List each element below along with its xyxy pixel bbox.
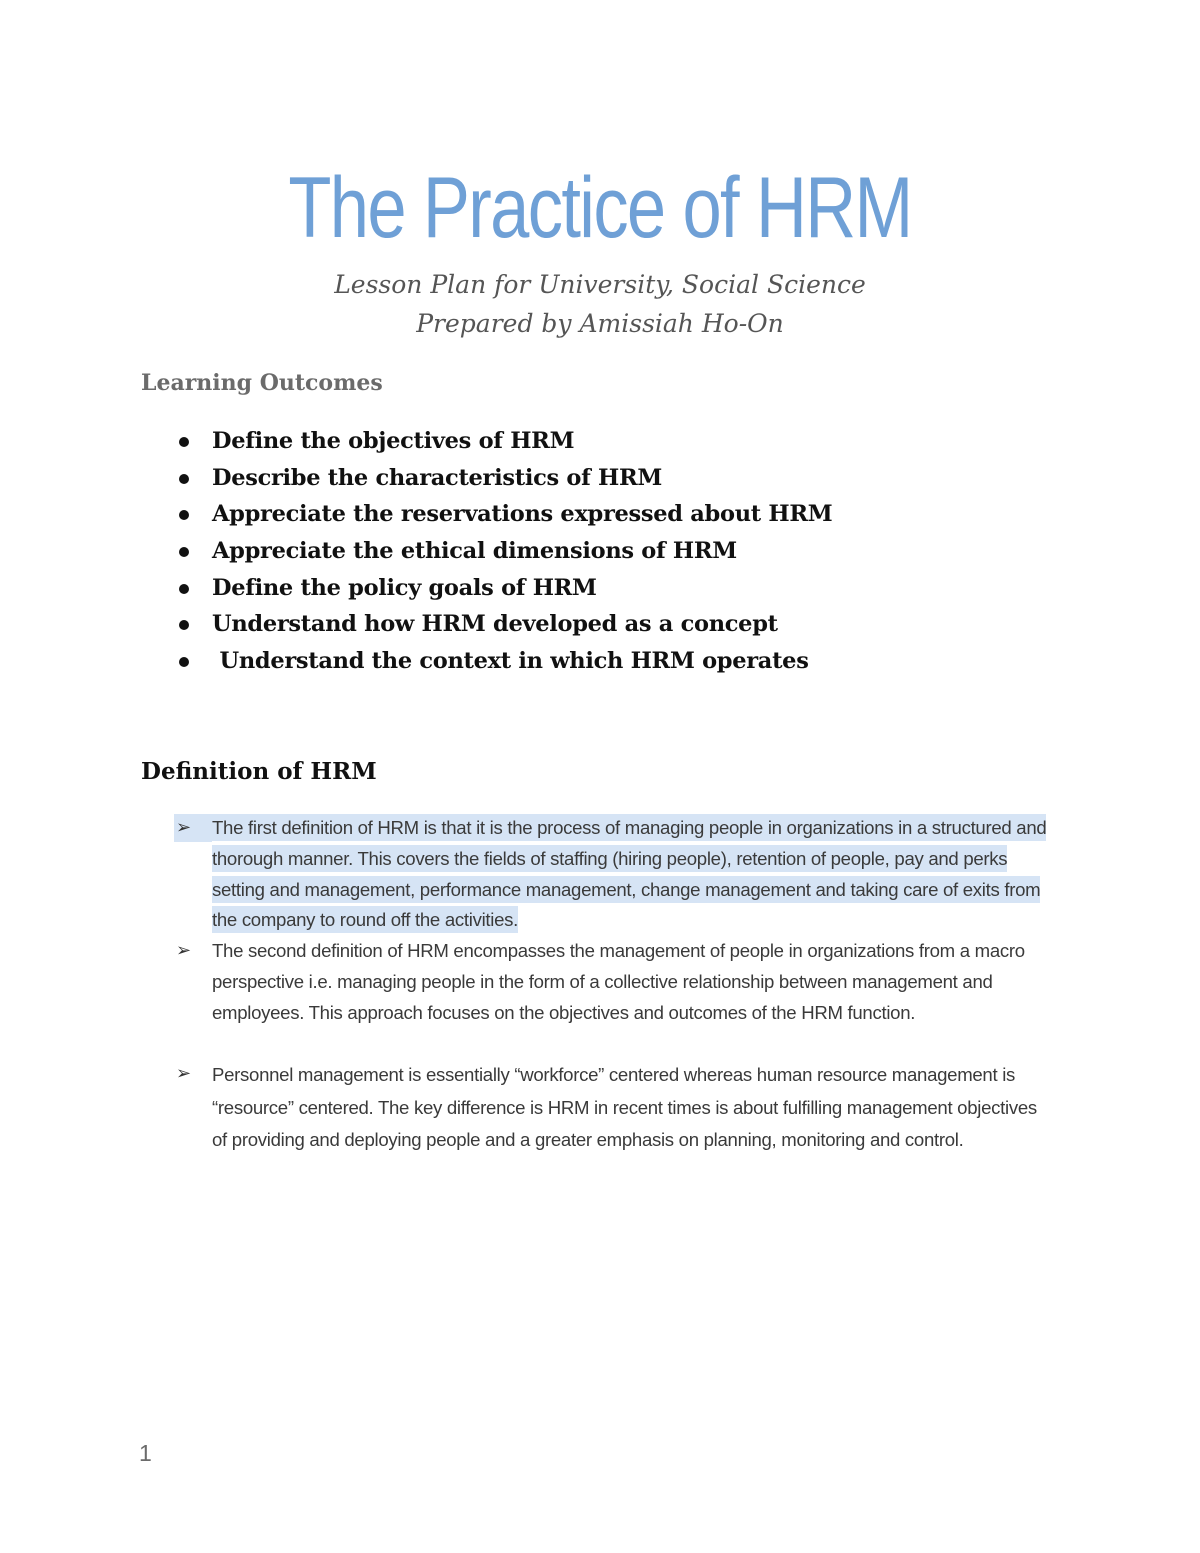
bullet-icon <box>179 657 189 667</box>
bullet-icon <box>179 584 189 594</box>
bullet-icon <box>179 620 189 630</box>
outcome-text: Understand the context in which HRM operates <box>212 648 809 675</box>
arrow-bullet-icon: ➢ <box>176 940 192 961</box>
subtitle-author: Prepared by Amissiah Ho-On <box>416 309 784 338</box>
page-number: 1 <box>139 1440 152 1466</box>
bullet-icon <box>179 437 189 447</box>
subtitle-lesson-plan: Lesson Plan for University, Social Science <box>334 270 866 299</box>
outcome-text: Appreciate the reservations expressed about HRM <box>212 501 833 528</box>
outcome-text: Describe the characteristics of HRM <box>212 464 662 491</box>
arrow-bullet-icon: ➢ <box>176 1063 192 1084</box>
bullet-icon <box>179 547 189 557</box>
learning-outcomes-heading: Learning Outcomes <box>141 370 383 396</box>
bullet-icon <box>179 510 189 520</box>
outcome-text: Understand how HRM developed as a concept <box>212 611 778 638</box>
outcome-text: Appreciate the ethical dimensions of HRM <box>212 538 737 565</box>
definition-text: Personnel management is essentially “workforce” centered whereas human resource management is “resource” centered. The key difference is HRM in recent times is about fulfilling management objectives of providing and deploying people and a greater emphasis on planning, monitoring and control. <box>212 1064 1037 1150</box>
definition-text: The second definition of HRM encompasses the management of people in organizations from a macro perspective i.e. managing people in the form of a collective relationship between management and employees. This approach focuses on the objectives and outcomes of the HRM function. <box>212 940 1025 1023</box>
outcome-text: Define the policy goals of HRM <box>212 574 597 601</box>
bullet-icon <box>179 474 189 484</box>
outcome-text: Define the objectives of HRM <box>212 428 575 454</box>
definition-heading: Definition of HRM <box>141 758 377 785</box>
definition-text-selected[interactable]: The first definition of HRM is that it is the process of managing people in organizations in a structured and thorough manner. This covers the fields of staffing (hiring people), retention of people, pay and perks setting and management, performance management, change management and taking care of exits from the company to round off the activities. <box>212 813 1054 936</box>
arrow-bullet-icon: ➢ <box>176 817 192 838</box>
document-title: The Practice of HRM <box>288 160 912 256</box>
